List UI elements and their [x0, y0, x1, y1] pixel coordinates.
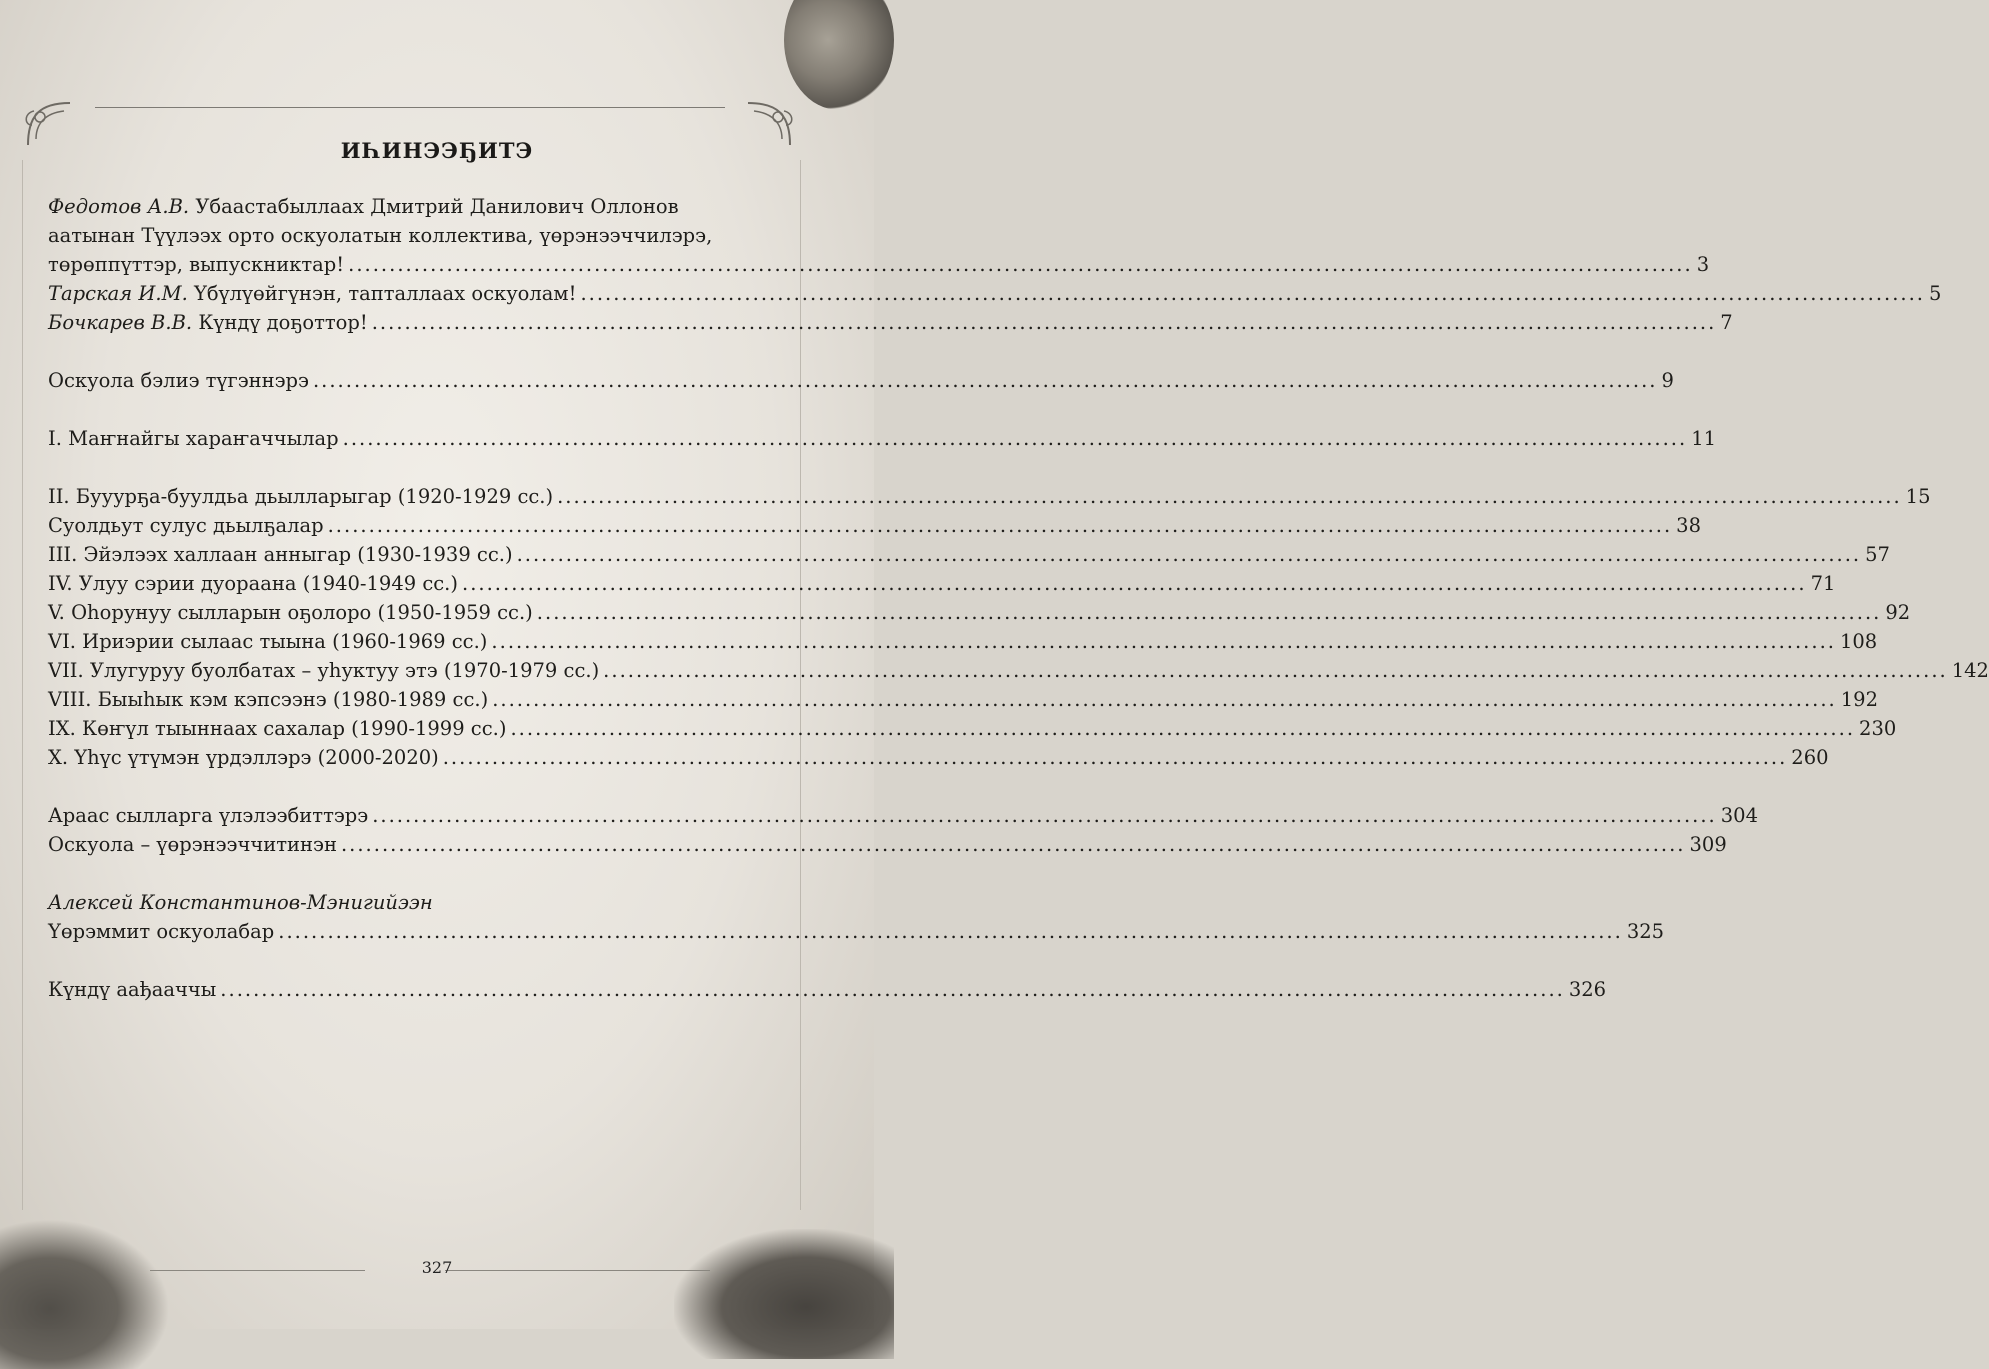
spacer: [48, 337, 774, 366]
toc-entry[interactable]: [48, 830, 1727, 859]
toc-entry-text: II. Бууурҕа-буулдьа дьылларыгар (1920-1929 сс.): [48, 485, 554, 508]
page-number: 327: [421, 1258, 453, 1277]
toc-author: Федотов А.В.: [48, 195, 190, 218]
toc-page-number: 325: [1626, 920, 1665, 943]
toc-entry-text: Оскуола – үөрэнээччитинэн: [48, 833, 337, 856]
toc-entry-line: [48, 192, 774, 221]
spacer: [48, 453, 774, 482]
toc-entry[interactable]: [48, 743, 1829, 772]
left-frame-line: [22, 160, 23, 1210]
leader-dots: [341, 830, 1686, 859]
top-frame-line: [95, 107, 725, 108]
leader-dots: [492, 685, 1837, 714]
toc-entry-text: VIII. Быыһык кэм кэпсээнэ (1980-1989 сс.): [48, 688, 489, 711]
spacer: [48, 946, 774, 975]
toc-page-number: 108: [1839, 630, 1878, 653]
toc-entry-text: Күндү аађааччы: [48, 978, 217, 1001]
toc-page-number: 7: [1720, 311, 1733, 334]
toc-entry[interactable]: [48, 685, 1878, 714]
leader-dots: [220, 975, 1565, 1004]
leader-dots: [278, 917, 1623, 946]
toc-page-number: 230: [1859, 717, 1897, 740]
toc-entry[interactable]: [48, 627, 1878, 656]
spacer: [48, 859, 774, 888]
toc-entry-text: Суолдьут сулус дьылҕалар: [48, 514, 324, 537]
photo-collage-decoration-left: [0, 1219, 170, 1369]
table-of-contents: [48, 192, 1989, 1004]
toc-entry-text: Оскуола бэлиэ түгэннэрэ: [48, 369, 309, 392]
toc-page-number: 11: [1691, 427, 1717, 450]
toc-author: Бочкарев В.В.: [48, 311, 193, 334]
leader-dots: [537, 598, 1882, 627]
toc-entry[interactable]: [48, 714, 1897, 743]
toc-page-number: 5: [1929, 282, 1942, 305]
toc-entry-text: [48, 308, 368, 337]
toc-entry[interactable]: [48, 656, 1989, 685]
leader-dots: [557, 482, 1902, 511]
toc-entry-text: Убаастабыллаах Дмитрий Данилович Оллонов: [195, 195, 679, 218]
spacer: [48, 772, 774, 801]
toc-entry-text: X. Үһүс үтүмэн үрдэллэрэ (2000-2020): [48, 746, 439, 769]
toc-entry[interactable]: [48, 569, 1836, 598]
toc-entry[interactable]: [48, 482, 1931, 511]
toc-entry-line: аатынан Түүлээх орто оскуолатын коллектива, үөрэнээччилэрэ,: [48, 224, 713, 247]
toc-page-number: 3: [1696, 253, 1710, 276]
toc-entry[interactable]: [48, 511, 1701, 540]
toc-page-number: 309: [1689, 833, 1727, 856]
toc-entry-text: [48, 279, 576, 308]
leader-dots: [348, 250, 1693, 279]
toc-entry[interactable]: [48, 917, 1665, 946]
toc-entry[interactable]: [48, 250, 1710, 279]
toc-entry[interactable]: [48, 598, 1911, 627]
toc-entry-text: V. Оһорунуу сылларын оҕолоро (1950-1959 сс.): [48, 601, 533, 624]
page-title: ИҺИНЭЭҔИТЭ: [340, 138, 534, 163]
clock-photo-decoration: [784, 0, 894, 110]
leader-dots: [328, 511, 1673, 540]
toc-page-number: 304: [1720, 804, 1758, 827]
toc-page-number: 92: [1885, 601, 1911, 624]
spacer: [48, 395, 774, 424]
toc-entry[interactable]: [48, 975, 1607, 1004]
toc-entry[interactable]: [48, 801, 1758, 830]
toc-entry-text: I. Маҥнайгы хараҥаччылар: [48, 427, 339, 450]
toc-entry-text: IX. Көҥүл тыыннаах сахалар (1990-1999 сс.): [48, 717, 507, 740]
leader-dots: [372, 801, 1717, 830]
toc-page-number: 9: [1661, 369, 1674, 392]
toc-entry-text: VI. Ириэрии сылаас тыына (1960-1969 сс.): [48, 630, 488, 653]
toc-page-number: 15: [1905, 485, 1931, 508]
toc-entry-text: IV. Улуу сэрии дуораана (1940-1949 сс.): [48, 572, 458, 595]
toc-page-number: 326: [1568, 978, 1607, 1001]
leader-dots: [510, 714, 1855, 743]
toc-entry-text: III. Эйэлээх халлаан анныгар (1930-1939 сс.): [48, 543, 513, 566]
toc-author: Алексей Константинов-Мэнигийээн: [48, 891, 433, 914]
toc-entry[interactable]: [48, 540, 1890, 569]
toc-entry-text: Үөрэммит оскуолабар: [48, 920, 275, 943]
toc-entry[interactable]: [48, 308, 1733, 337]
toc-page-number: 192: [1840, 688, 1878, 711]
toc-page-number: 38: [1676, 514, 1701, 537]
toc-page-number: 71: [1810, 572, 1836, 595]
leader-dots: [517, 540, 1862, 569]
leader-dots: [443, 743, 1788, 772]
leader-dots: [462, 569, 1807, 598]
leader-dots: [491, 627, 1836, 656]
leader-dots: [372, 308, 1717, 337]
toc-page-number: 57: [1865, 543, 1890, 566]
toc-author: Тарская И.М.: [48, 282, 188, 305]
toc-page-number: 260: [1791, 746, 1829, 769]
leader-dots: [603, 656, 1948, 685]
film-strip-decoration: [674, 1229, 894, 1359]
leader-dots: [313, 366, 1658, 395]
toc-entry-title: Күндү доҕоттор!: [198, 311, 368, 334]
toc-entry-text: VII. Улугуруу буолбатах – уһуктуу этэ (1970-1979 сс.): [48, 659, 600, 682]
toc-entry[interactable]: [48, 424, 1717, 453]
toc-page-number: 142: [1951, 659, 1989, 682]
toc-entry[interactable]: [48, 279, 1942, 308]
toc-entry-text: Араас сылларга үлэлээбиттэрэ: [48, 804, 369, 827]
leader-dots: [343, 424, 1688, 453]
toc-entry[interactable]: [48, 366, 1674, 395]
toc-entry-text: төрөппүттэр, выпускниктар!: [48, 253, 345, 276]
leader-dots: [580, 279, 1925, 308]
toc-entry-title: Үбүлүөйгүнэн, тапталлаах оскуолам!: [194, 282, 577, 305]
